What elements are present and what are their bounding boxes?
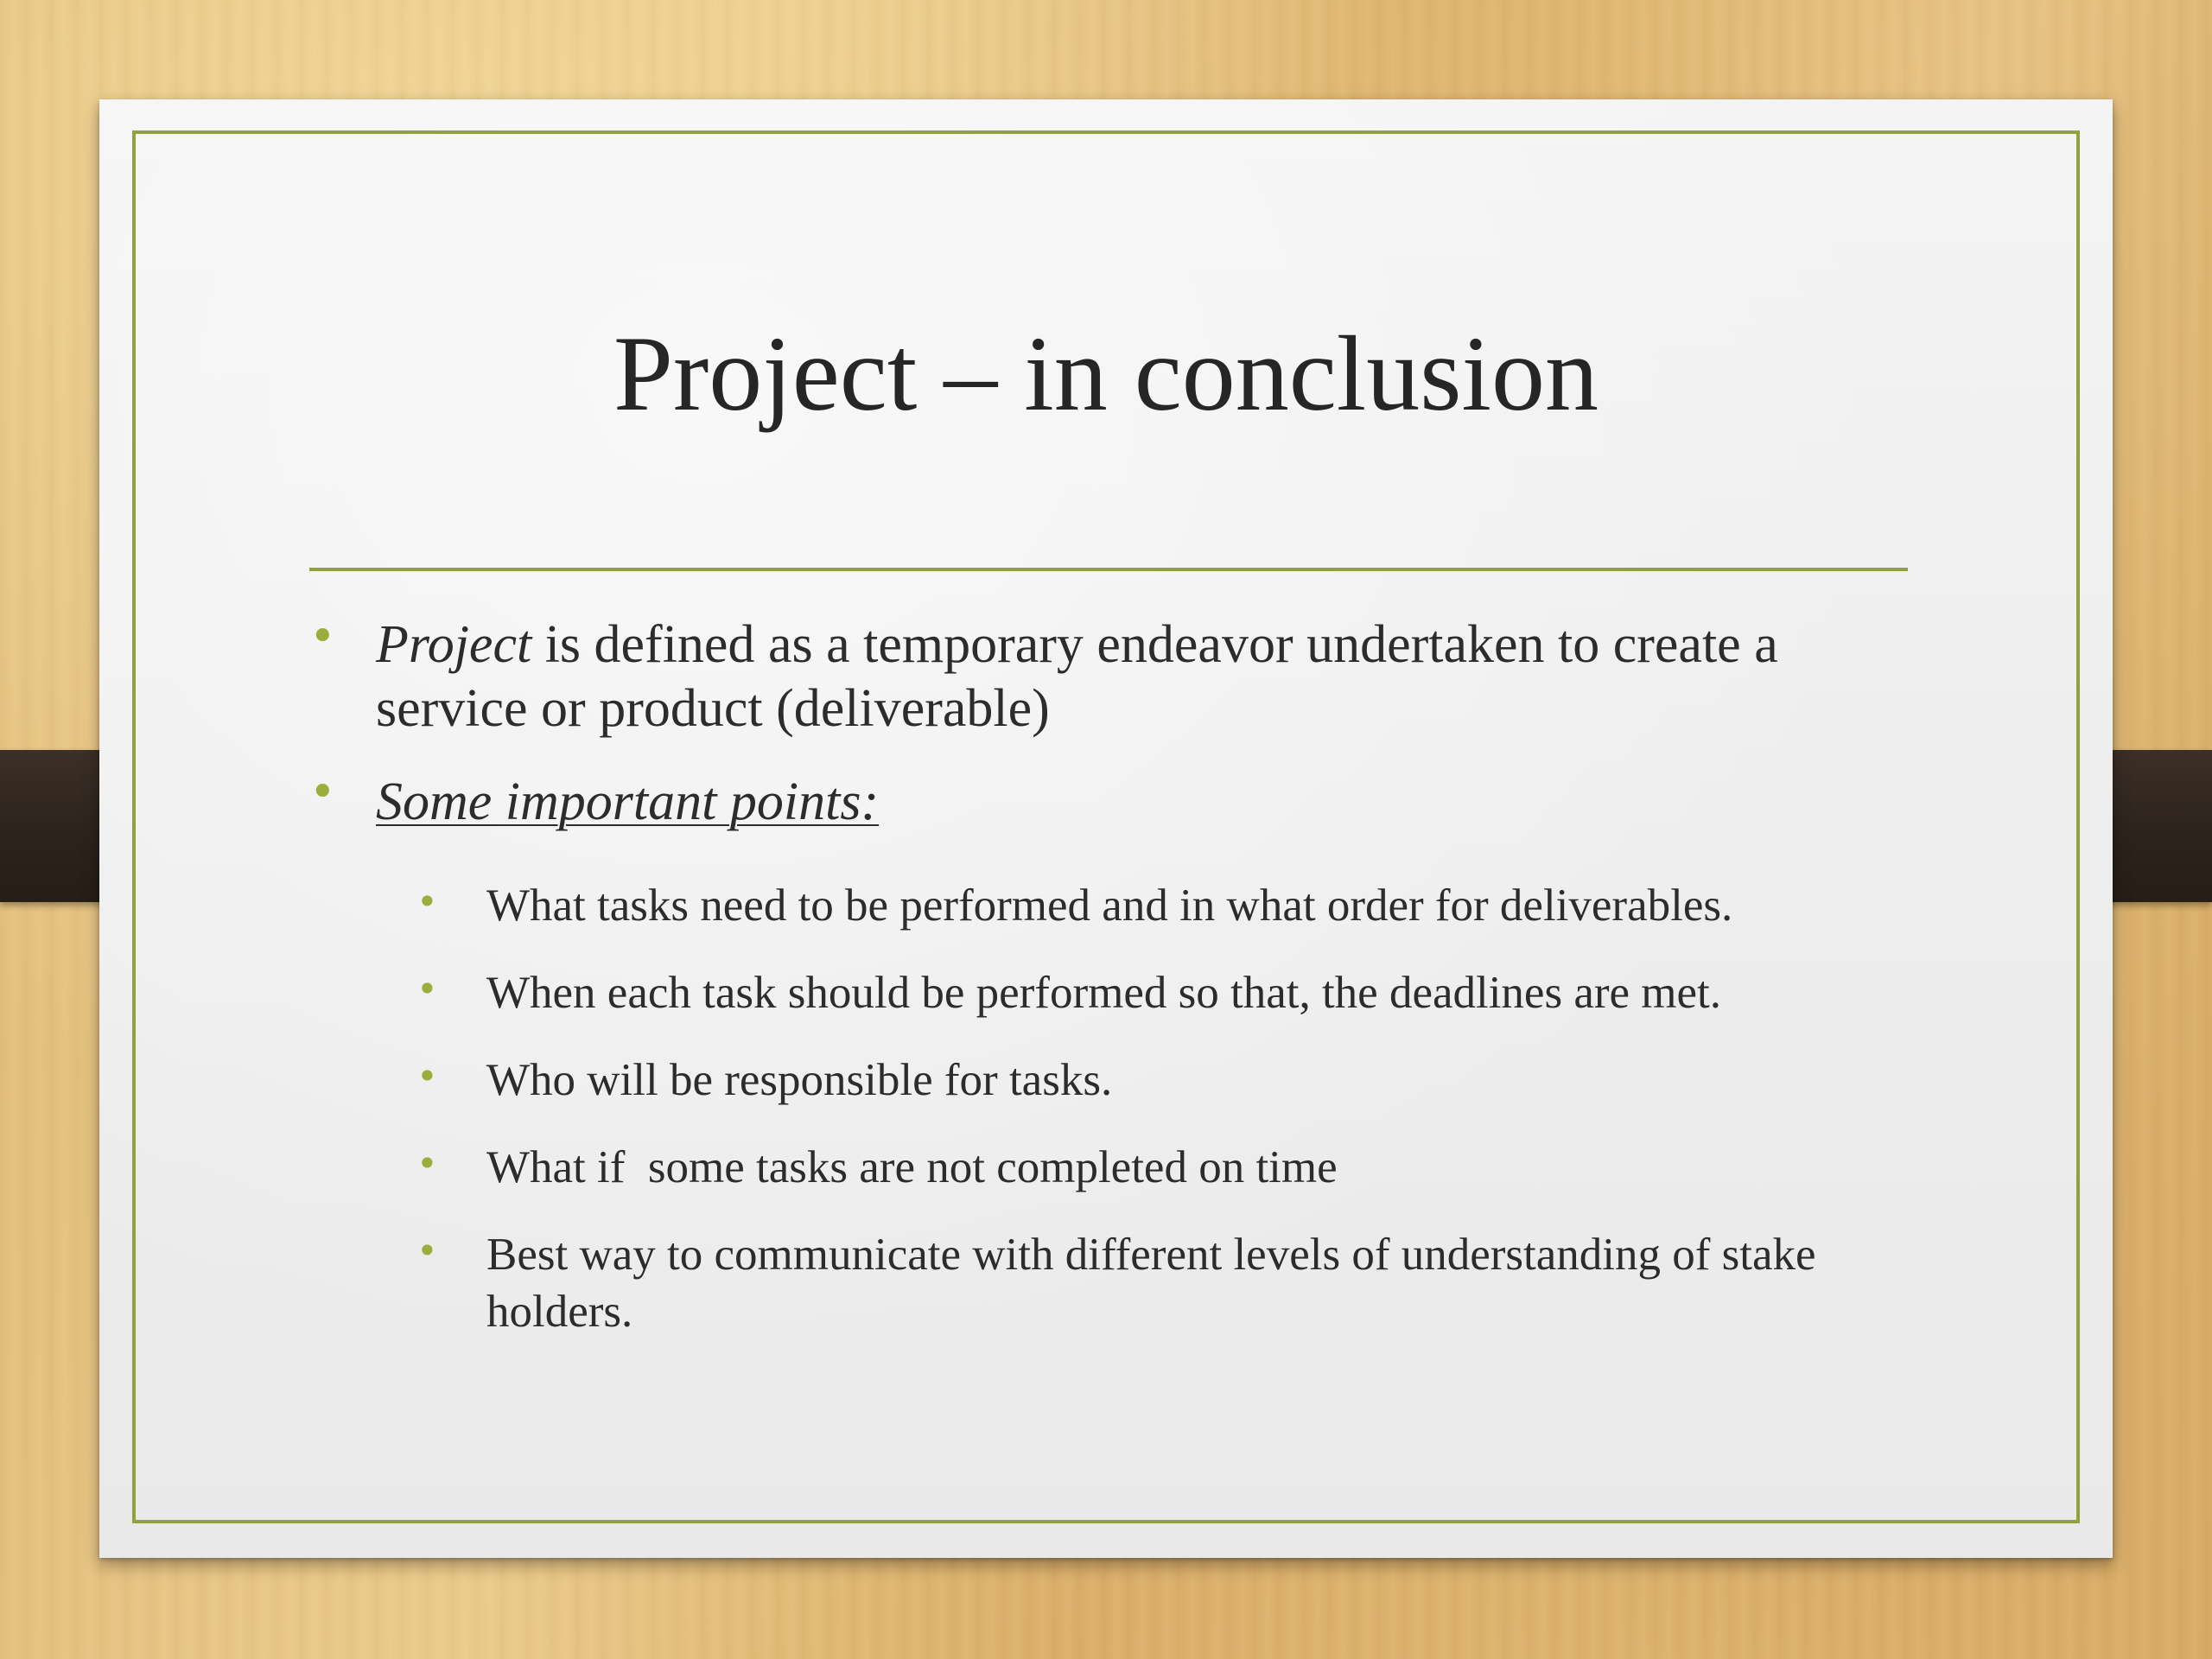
bullet-marker: • xyxy=(309,766,336,818)
sub-bullet-item: What tasks need to be performed and in what order for deliverables. xyxy=(486,880,1733,931)
sub-bullet-marker: • xyxy=(416,880,438,923)
bullet-lead-term: Project xyxy=(376,615,532,674)
sub-bullet-item: Who will be responsible for tasks. xyxy=(486,1055,1113,1105)
sub-bullet-marker: • xyxy=(416,1142,438,1185)
slide-title: Project – in conclusion xyxy=(613,315,1599,433)
sub-bullet-marker: • xyxy=(416,1230,438,1272)
sub-bullet-marker: • xyxy=(416,968,438,1010)
sub-bullet-item: What if some tasks are not completed on time xyxy=(486,1142,1338,1192)
title-divider xyxy=(309,568,1908,571)
bullet-project-definition xyxy=(376,613,1923,741)
sub-bullet-item: Best way to communicate with different levels of understanding of stake holders. xyxy=(486,1230,1816,1337)
bullet-text: is defined as a temporary endeavor undertaken to create a service or product (deliverable) xyxy=(376,615,1778,738)
bullet-lead-term: Some important points: xyxy=(376,772,880,831)
slide xyxy=(99,99,2113,1558)
bullet-marker: • xyxy=(309,611,336,663)
sub-bullet-item: When each task should be performed so that, the deadlines are met. xyxy=(486,968,1722,1018)
bullet-important-points xyxy=(376,770,1923,834)
sub-bullet-marker: • xyxy=(416,1055,438,1097)
